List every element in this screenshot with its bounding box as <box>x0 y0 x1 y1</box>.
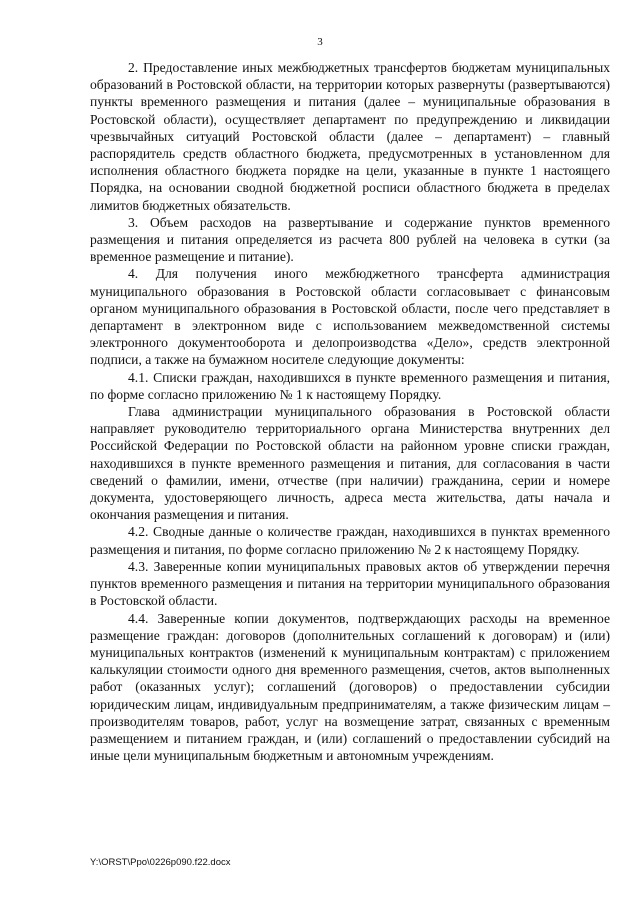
paragraph-4-1: 4.1. Списки граждан, находившихся в пункте временного размещения и питания, по форме согласно приложению № 1 к настоящему Порядку. <box>90 369 610 402</box>
paragraph-3: 3. Объем расходов на развертывание и содержание пунктов временного размещения и питания определяется из расчета 800 рублей на человека в сутки (за временное размещение и питание). <box>90 214 610 265</box>
document-body <box>90 59 610 764</box>
paragraph-4: 4. Для получения иного межбюджетного трансферта администрация муниципального образования в Ростовской области согласовывает с финансовым органом муниципального образования в Ростовской области, после чего представляет в департамент в электронном виде с использованием межведомственной системы электронного документооборота и делопроизводства «Дело», средств электронной подписи, а также на бумажном носителе следующие документы: <box>90 266 610 368</box>
paragraph-4-1-note: Глава администрации муниципального образования в Ростовской области направляет руководителю территориального органа Министерства внутренних дел Российской Федерации по Ростовской области на районном уровне списки граждан, находившихся в пункте временного размещения и питания, для согласования в части сведений о фамилии, имени, отчестве (при наличии) гражданина, серии и номере документа, удостоверяющего личность, адреса места жительства, даты начала и окончания размещения и питания. <box>90 404 610 523</box>
paragraph-4-2: 4.2. Сводные данные о количестве граждан, находившихся в пунктах временного размещения и питания, по форме согласно приложению № 2 к настоящему Порядку. <box>90 524 610 557</box>
page-number: 3 <box>317 36 323 48</box>
paragraph-2: 2. Предоставление иных межбюджетных трансфертов бюджетам муниципальных образований в Ростовской области, на территории которых развернуты (развертываются) пункты временного размещения и питания (далее – муниципальные образования в Ростовской области), осуществляет департамент по предупреждению и ликвидации чрезвычайных ситуаций Ростовской области (далее – департамент) – главный распорядитель средств областного бюджета, предусмотренных в установленном для исполнения областного бюджета порядке на цели, указанные в пункте 1 настоящего Порядка, на основании сводной бюджетной росписи областного бюджета в пределах лимитов бюджетных обязательств. <box>90 60 610 213</box>
paragraph-4-3: 4.3. Заверенные копии муниципальных правовых актов об утверждении перечня пунктов временного размещения и питания на территории муниципального образования в Ростовской области. <box>90 558 610 609</box>
footer-file-path: Y:\ORST\Ppo\0226p090.f22.docx <box>90 857 231 868</box>
paragraph-4-4: 4.4. Заверенные копии документов, подтверждающих расходы на временное размещение граждан: договоров (дополнительных соглашений к договорам) и (или) муниципальных контрактов (изменений к муниципальным контрактам) с приложением калькуляции стоимости одного дня временного размещения, счетов, актов выполненных работ (оказанных услуг); соглашений (договоров) о предоставлении субсидии юридическим лицам, индивидуальным предпринимателям, а также физическим лицам – производителям товаров, работ, услуг на возмещение затрат, связанных с временным размещением и питанием граждан, и (или) соглашений о предоставлении субсидий на иные цели муниципальным бюджетным и автономным учреждениям. <box>90 610 610 764</box>
